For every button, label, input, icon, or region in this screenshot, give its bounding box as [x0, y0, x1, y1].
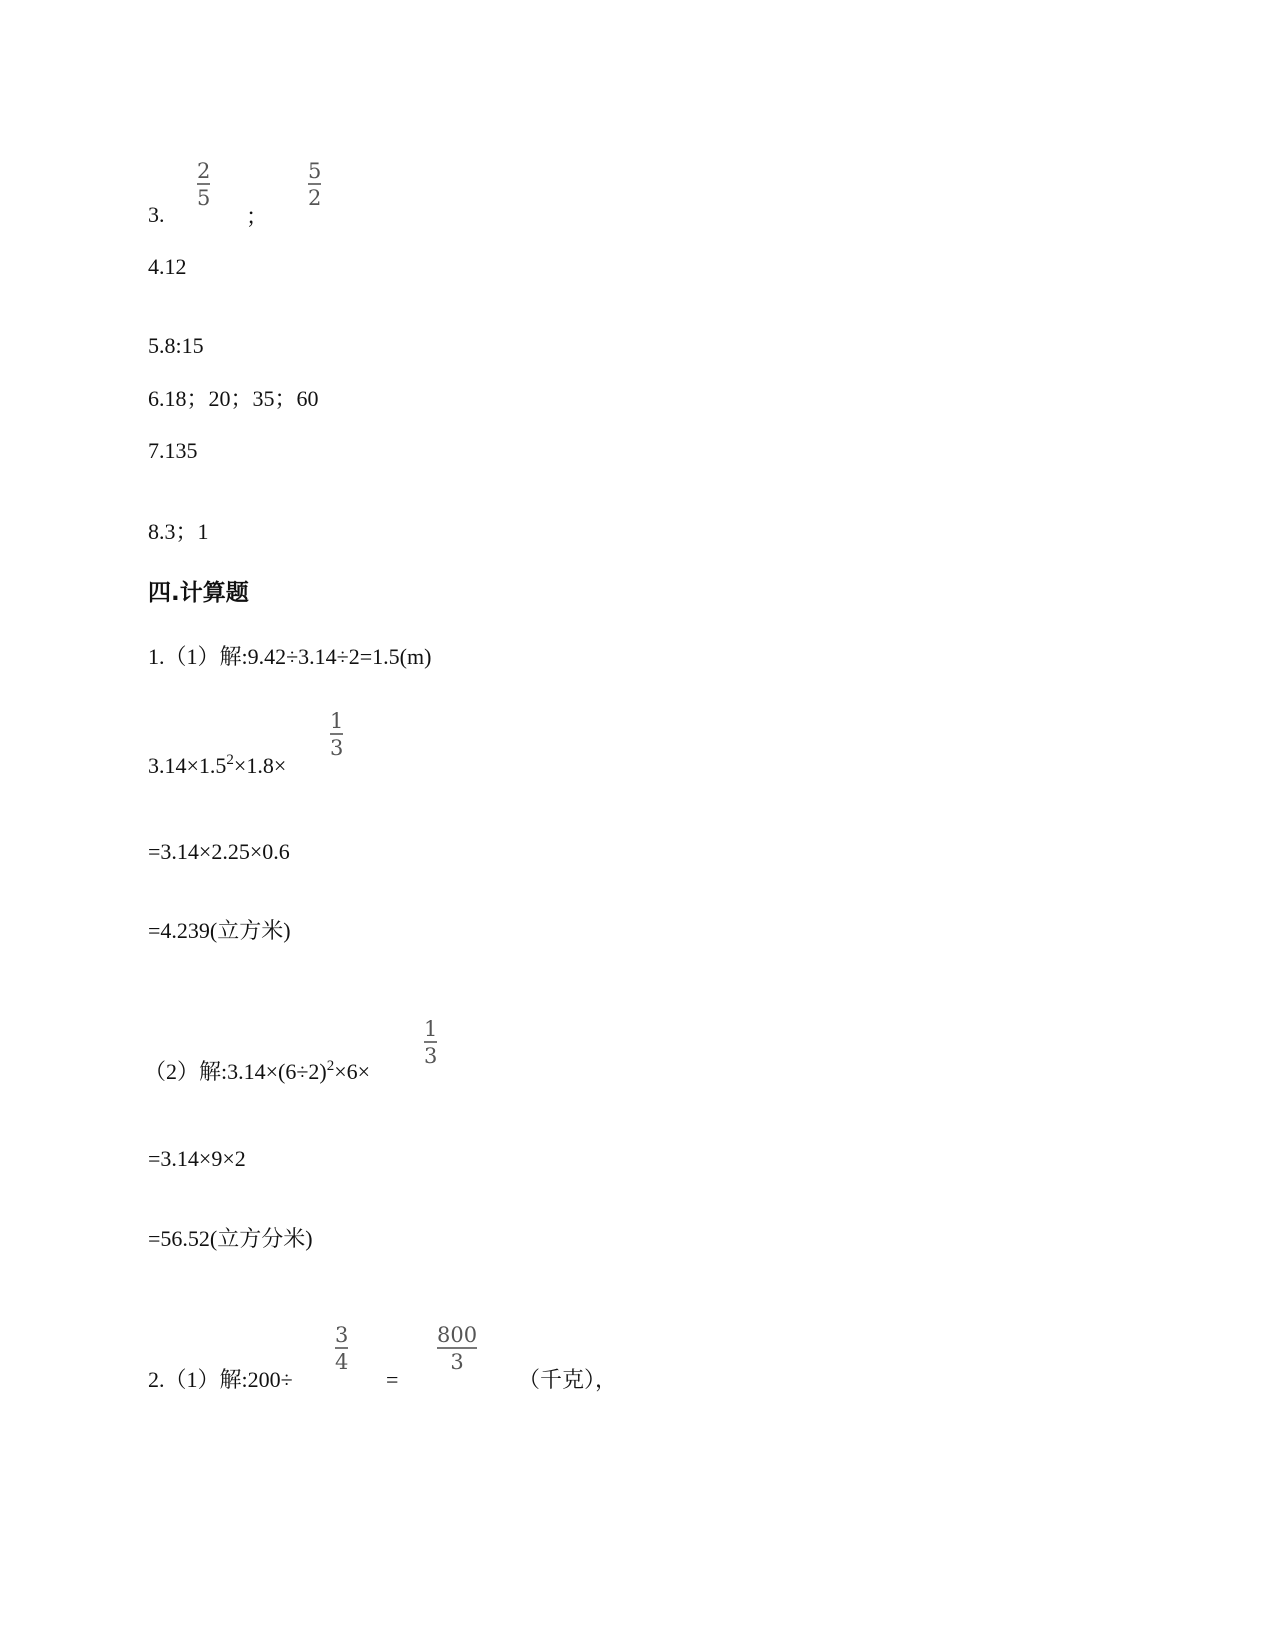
answer-3-label: 3. — [148, 202, 165, 227]
fraction-numerator: 2 — [197, 159, 211, 183]
answer-4: 4.12 — [148, 254, 187, 279]
calc-2-1-label: 2.（1）解:200÷ — [148, 1367, 293, 1392]
answer-3-fraction-1 — [197, 160, 210, 209]
fraction-numerator: 3 — [335, 1323, 349, 1347]
fraction-bar — [424, 1041, 437, 1043]
answer-3-separator: ； — [246, 204, 269, 229]
answer-7: 7.135 — [148, 438, 198, 463]
fraction-denominator: 4 — [335, 1349, 349, 1374]
expression-part: ×1.8× — [233, 753, 287, 778]
calc-1-1-line-3: =3.14×2.25×0.6 — [148, 839, 290, 864]
calc-1-1-line-4: =4.239(立方米) — [148, 918, 291, 943]
calc-1-1-line-1: 1.（1）解:9.42÷3.14÷2=1.5(m) — [148, 644, 432, 669]
exponent: 2 — [226, 752, 234, 768]
calc-1-1-fraction — [330, 710, 343, 759]
fraction-bar — [437, 1347, 477, 1349]
fraction-denominator: 5 — [197, 185, 211, 210]
fraction-numerator: 1 — [330, 709, 344, 733]
fraction-denominator: 3 — [450, 1349, 464, 1374]
calc-2-1-unit: （千克）， — [518, 1367, 618, 1392]
fraction-numerator: 1 — [424, 1017, 438, 1041]
expression-part: 3.14×1.5 — [148, 753, 227, 778]
answer-5: 5.8:15 — [148, 333, 204, 358]
fraction-bar — [330, 733, 343, 735]
calc-2-1-equals: = — [386, 1367, 399, 1392]
expression-part: （2）解:3.14×(6÷2) — [144, 1059, 327, 1084]
calc-1-2-line-3: =56.52(立方分米) — [148, 1226, 313, 1251]
expression-part: ×6× — [334, 1059, 371, 1084]
fraction-numerator: 5 — [308, 159, 322, 183]
fraction-bar — [197, 183, 210, 185]
calc-1-2-fraction — [424, 1018, 437, 1067]
fraction-denominator: 3 — [424, 1043, 438, 1068]
calc-2-1-fraction-1 — [335, 1324, 348, 1373]
calc-1-1-line-2 — [148, 753, 286, 779]
calc-2-1-fraction-2 — [437, 1324, 477, 1373]
fraction-bar — [308, 183, 321, 185]
fraction-bar — [335, 1347, 348, 1349]
calc-1-2-line-1 — [144, 1059, 370, 1085]
exponent: 2 — [326, 1058, 335, 1074]
section-heading: 四.计算题 — [148, 580, 249, 606]
fraction-denominator: 2 — [308, 185, 322, 210]
calc-1-2-line-2: =3.14×9×2 — [148, 1146, 246, 1171]
fraction-denominator: 3 — [330, 735, 344, 760]
fraction-numerator: 800 — [437, 1323, 478, 1347]
answer-6: 6.18；20；35；60 — [148, 386, 319, 411]
answer-8: 8.3；1 — [148, 519, 209, 544]
answer-3-fraction-2 — [308, 160, 321, 209]
